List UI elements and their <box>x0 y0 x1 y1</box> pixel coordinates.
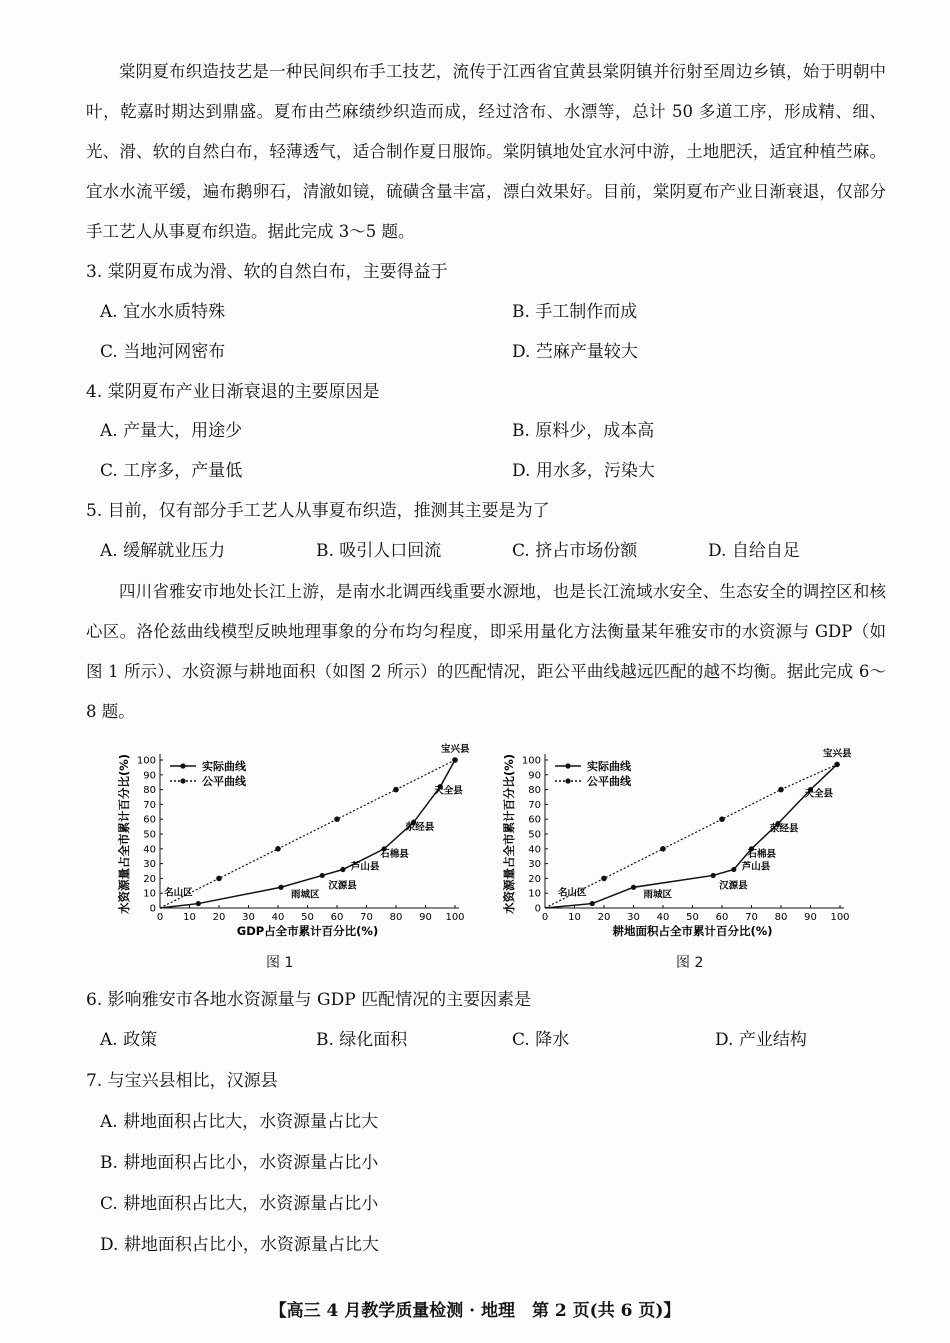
legend-label: 公平曲线 <box>587 775 631 788</box>
x-tick-label: 70 <box>745 912 758 923</box>
data-point <box>660 846 666 852</box>
point-annotation: 名山区 <box>557 887 587 899</box>
data-point <box>216 876 222 882</box>
question-5-stem: 5. 目前，仅有部分手工艺人从事夏布织造，推测其主要是为了 <box>86 501 550 521</box>
point-annotation: 芦山县 <box>350 861 380 873</box>
point-annotation: 宝兴县 <box>441 744 470 755</box>
x-tick-label: 90 <box>419 912 432 923</box>
point-annotation: 芦山县 <box>741 861 771 873</box>
x-tick-label: 10 <box>183 912 196 923</box>
data-point <box>320 873 325 878</box>
passage-summer-cloth: 棠阴夏布织造技艺是一种民间织布手工技艺，流传于江西省宜黄县棠阴镇并衍射至周边乡镇，始于明朝中叶，乾嘉时期达到鼎盛。夏布由苎麻绩纱织造而成，经过浛布、水漂等，总计 50 多道工序，形成精、细、光、滑、软的自然白布，轻薄透气，适合制作夏日服饰。棠阴镇地处宜水河中游，土地肥沃，适宜种植苎麻。宜水水流平缓，遍布鹅卵石，清澈如镜，硫磺含量丰富，漂白效果好。目前，棠阴夏布产业日渐衰退，仅部分手工艺人从事夏布织造。据此完成 3～5 题。 <box>86 62 886 241</box>
x-tick-label: 90 <box>804 912 817 923</box>
x-tick-label: 70 <box>360 912 373 923</box>
q7-option-c[interactable]: C. 耕地面积占比大，水资源量占比小 <box>100 1194 379 1214</box>
y-tick-label: 0 <box>534 903 541 915</box>
y-tick-label: 60 <box>528 814 541 826</box>
x-axis-label: GDP占全市累计百分比(%) <box>236 924 379 938</box>
data-point <box>196 901 201 906</box>
y-tick-label: 100 <box>521 755 541 767</box>
q4-option-b[interactable]: B. 原料少，成本高 <box>512 421 655 441</box>
y-tick-label: 90 <box>143 770 156 782</box>
y-tick-label: 10 <box>143 888 156 900</box>
q7-option-a[interactable]: A. 耕地面积占比大，水资源量占比大 <box>100 1112 379 1132</box>
legend-marker <box>565 763 570 768</box>
point-annotation: 雨城区 <box>643 889 673 901</box>
legend-marker <box>180 763 185 768</box>
question-4-stem: 4. 棠阴夏布产业日渐衰退的主要原因是 <box>86 382 380 402</box>
lorenz-chart-gdp <box>112 738 492 950</box>
point-annotation: 石棉县 <box>380 848 409 860</box>
q5-option-b[interactable]: B. 吸引人口回流 <box>316 541 442 561</box>
y-tick-label: 30 <box>143 859 156 871</box>
x-tick-label: 20 <box>212 912 226 923</box>
q5-option-a[interactable]: A. 缓解就业压力 <box>100 541 226 561</box>
question-6-stem: 6. 影响雅安市各地水资源量与 GDP 匹配情况的主要因素是 <box>86 990 532 1010</box>
q6-option-a[interactable]: A. 政策 <box>100 1030 158 1050</box>
x-axis-label: 耕地面积占全市累计百分比(%) <box>612 924 773 938</box>
data-point <box>452 757 458 763</box>
legend-label: 公平曲线 <box>202 775 246 788</box>
data-point <box>393 787 399 793</box>
y-tick-label: 70 <box>143 799 156 811</box>
y-axis-label: 水资源量占全市累计百分比(%) <box>117 753 131 915</box>
q5-option-c[interactable]: C. 挤占市场份额 <box>512 541 638 561</box>
x-tick-label: 80 <box>389 912 403 923</box>
point-annotation: 荥经县 <box>770 823 799 835</box>
question-3-stem: 3. 棠阴夏布成为滑、软的自然白布，主要得益于 <box>86 262 448 282</box>
legend-label: 实际曲线 <box>587 760 631 773</box>
x-tick-label: 30 <box>242 912 255 923</box>
data-point <box>731 867 736 872</box>
x-tick-label: 50 <box>686 912 699 923</box>
q6-option-b[interactable]: B. 绿化面积 <box>316 1030 408 1050</box>
data-point <box>631 885 636 890</box>
y-tick-label: 10 <box>528 888 541 900</box>
point-annotation: 石棉县 <box>747 848 777 860</box>
q3-option-a[interactable]: A. 宜水水质特殊 <box>100 302 226 322</box>
point-annotation: 雨城区 <box>290 889 320 901</box>
data-point <box>334 816 340 822</box>
data-point <box>275 846 281 852</box>
y-tick-label: 0 <box>149 903 156 915</box>
y-tick-label: 20 <box>528 873 541 885</box>
x-tick-label: 50 <box>301 912 314 923</box>
question-7-stem: 7. 与宝兴县相比，汉源县 <box>86 1071 278 1091</box>
q6-option-c[interactable]: C. 降水 <box>512 1030 570 1050</box>
legend-marker <box>180 778 185 783</box>
x-tick-label: 60 <box>715 912 729 923</box>
y-tick-label: 50 <box>528 829 541 841</box>
point-annotation: 宝兴县 <box>823 748 852 760</box>
x-tick-label: 60 <box>330 912 344 923</box>
data-point <box>778 787 784 793</box>
q3-option-c[interactable]: C. 当地河网密布 <box>100 342 226 362</box>
q7-option-b[interactable]: B. 耕地面积占比小，水资源量占比小 <box>100 1153 379 1173</box>
y-tick-label: 30 <box>528 859 541 871</box>
point-annotation: 汉源县 <box>328 880 357 892</box>
point-annotation: 名山区 <box>164 887 193 899</box>
q4-option-d[interactable]: D. 用水多，污染大 <box>512 461 655 481</box>
x-tick-label: 40 <box>271 912 285 923</box>
data-point <box>340 867 345 872</box>
figure-2-caption: 图 2 <box>676 955 704 971</box>
y-axis-label: 水资源量占全市累计百分比(%) <box>502 753 516 915</box>
y-tick-label: 70 <box>528 799 541 811</box>
figure-1-caption: 图 1 <box>266 955 294 971</box>
y-tick-label: 80 <box>528 785 541 797</box>
data-point <box>278 885 283 890</box>
y-tick-label: 80 <box>143 785 156 797</box>
x-tick-label: 100 <box>445 912 465 923</box>
q7-option-d[interactable]: D. 耕地面积占比小，水资源量占比大 <box>100 1235 379 1255</box>
y-tick-label: 100 <box>136 755 156 767</box>
x-tick-label: 0 <box>156 912 164 923</box>
q3-option-d[interactable]: D. 苎麻产量较大 <box>512 342 638 362</box>
lorenz-chart-farmland <box>497 738 877 950</box>
y-tick-label: 20 <box>143 873 156 885</box>
x-tick-label: 10 <box>568 912 581 923</box>
figure-1 <box>112 738 492 950</box>
y-tick-label: 40 <box>143 844 156 856</box>
legend-marker <box>565 778 570 783</box>
q3-option-b[interactable]: B. 手工制作而成 <box>512 302 638 322</box>
legend-label: 实际曲线 <box>202 760 246 773</box>
point-annotation: 天全县 <box>804 788 834 800</box>
data-point <box>590 901 595 906</box>
point-annotation: 汉源县 <box>719 880 748 892</box>
point-annotation: 荥经县 <box>405 822 435 834</box>
x-tick-label: 100 <box>830 912 850 923</box>
q4-option-a[interactable]: A. 产量大，用途少 <box>100 421 243 441</box>
q5-option-d[interactable]: D. 自给自足 <box>708 541 800 561</box>
data-point <box>601 876 607 882</box>
y-tick-label: 50 <box>143 829 156 841</box>
data-point <box>711 873 716 878</box>
y-tick-label: 40 <box>528 844 541 856</box>
x-tick-label: 20 <box>597 912 611 923</box>
page-footer: 【高三 4 月教学质量检测 · 地理 第 2 页(共 6 页)】 <box>269 1301 681 1321</box>
x-tick-label: 80 <box>774 912 788 923</box>
x-tick-label: 30 <box>627 912 640 923</box>
data-point <box>834 762 840 768</box>
data-point <box>719 816 725 822</box>
figure-2 <box>497 738 877 950</box>
x-tick-label: 40 <box>656 912 670 923</box>
y-tick-label: 60 <box>143 814 156 826</box>
x-tick-label: 0 <box>541 912 549 923</box>
q6-option-d[interactable]: D. 产业结构 <box>715 1030 807 1050</box>
passage-yaan-lorenz: 四川省雅安市地处长江上游，是南水北调西线重要水源地，也是长江流域水安全、生态安全的调控区和核心区。洛伦兹曲线模型反映地理事象的分布均匀程度，即采用量化方法衡量某年雅安市的水资源与 GDP（如图 1 所示）、水资源与耕地面积（如图 2 所示）的匹配情况，距公平曲线越远匹配的越不均衡。据此完成 6～8 题。 <box>86 582 886 721</box>
q4-option-c[interactable]: C. 工序多，产量低 <box>100 461 243 481</box>
y-tick-label: 90 <box>528 770 541 782</box>
point-annotation: 天全县 <box>434 785 463 797</box>
